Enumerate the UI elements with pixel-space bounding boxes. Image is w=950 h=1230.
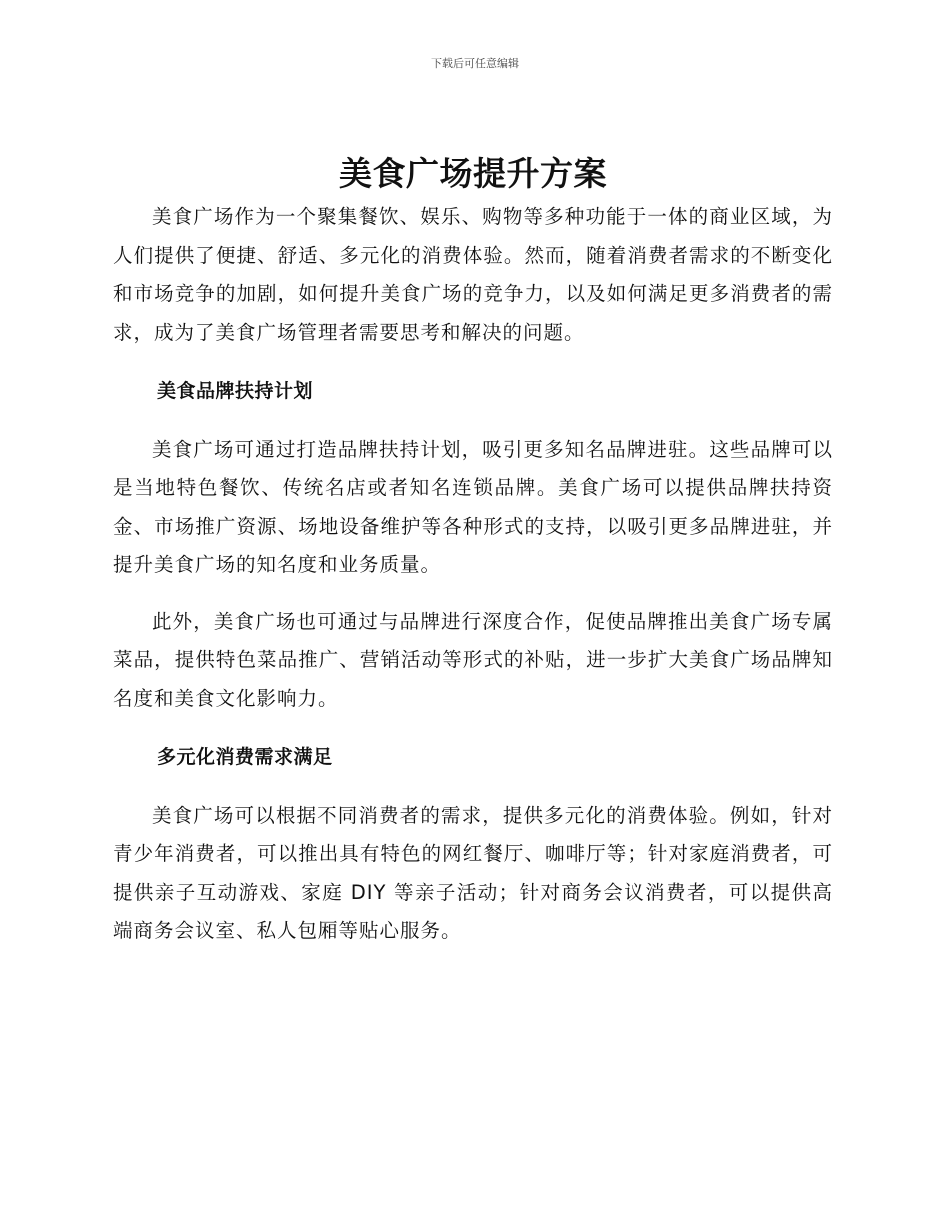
section-heading-brand-support: 美食品牌扶持计划 [157, 380, 314, 402]
document-title: 美食广场提升方案 [339, 154, 607, 193]
paragraph-brand-support-2: 此外，美食广场也可通过与品牌进行深度合作，促使品牌推出美食广场专属菜品，提供特色菜品推广、营销活动等形式的补贴，进一步扩大美食广场品牌知名度和美食文化影响力。 [113, 609, 833, 710]
section-heading-diverse-demand: 多元化消费需求满足 [157, 746, 333, 768]
intro-paragraph: 美食广场作为一个聚集餐饮、娱乐、购物等多种功能于一体的商业区域，为人们提供了便捷、舒适、多元化的消费体验。然而，随着消费者需求的不断变化和市场竞争的加剧，如何提升美食广场的竞争力，以及如何满足更多消费者的需求，成为了美食广场管理者需要思考和解决的问题。 [113, 205, 833, 344]
paragraph-diverse-demand-1: 美食广场可以根据不同消费者的需求，提供多元化的消费体验。例如，针对青少年消费者，可以推出具有特色的网红餐厅、咖啡厅等；针对家庭消费者，可提供亲子互动游戏、家庭 DIY 等亲子活动；针对商务会议消费者，可以提供高端商务会议室、私人包厢等贴心服务。 [113, 803, 833, 942]
page-header: 下载后可任意编辑 [431, 57, 519, 70]
document-body [113, 150, 833, 951]
paragraph-brand-support-1: 美食广场可通过打造品牌扶持计划，吸引更多知名品牌进驻。这些品牌可以是当地特色餐饮、传统名店或者知名连锁品牌。美食广场可以提供品牌扶持资金、市场推广资源、场地设备维护等各种形式的支持，以吸引更多品牌进驻，并提升美食广场的知名度和业务质量。 [113, 437, 833, 576]
